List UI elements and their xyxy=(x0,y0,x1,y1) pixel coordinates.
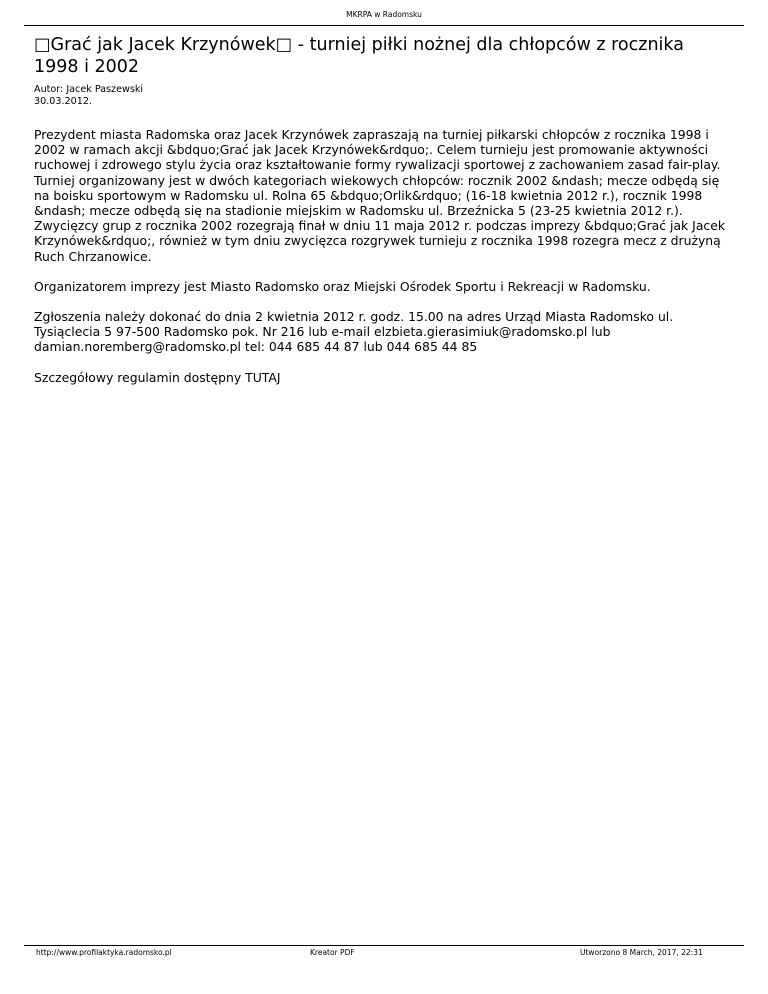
footer-divider xyxy=(24,945,744,946)
footer-url: http://www.profilaktyka.radomsko.pl xyxy=(36,948,172,957)
paragraph-final: Zwycięzcy grup z rocznika 2002 rozegrają finał w dniu 11 maja 2012 r. podczas imprezy &bdquo;Grać jak Jacek Krzynówek&rdquo;, również w tym dniu zwycięzca rozgrywek turnieju z rocznika 1998 rozegra mecz z drużyną Ruch Chrzanowice. xyxy=(34,218,726,264)
article-title: □Grać jak Jacek Krzynówek□ - turniej piłki nożnej dla chłopców z rocznika 1998 i 2002 xyxy=(34,35,684,77)
paragraph-organizers: Organizatorem imprezy jest Miasto Radomsko oraz Miejski Ośrodek Sportu i Rekreacji w Radomsku. xyxy=(34,278,651,294)
paragraph-registration: Zgłoszenia należy dokonać do dnia 2 kwietnia 2012 r. godz. 15.00 na adres Urząd Miasta Radomsko ul. Tysiąclecia 5 97-500 Radomsko pok. Nr 216 lub e-mail elzbieta.gierasimiuk@radomsko.pl lub damian.noremberg@radomsko.pl tel: 044 685 44 87 lub 044 685 44 85 xyxy=(34,309,674,355)
paragraph-regulations: Szczegółowy regulamin dostępny TUTAJ xyxy=(34,369,281,385)
footer-generator: Kreator PDF xyxy=(310,948,355,957)
footer-created: Utworzono 8 March, 2017, 22:31 xyxy=(580,948,703,957)
header-divider xyxy=(24,25,744,26)
article-meta xyxy=(34,84,634,107)
author-line: Autor: Jacek Paszewski xyxy=(34,84,144,95)
paragraph-categories: Turniej organizowany jest w dwóch kategoriach wiekowych chłopców: rocznik 2002 &ndash; mecze odbędą się na boisku sportowym w Radomsku ul. Rolna 65 &bdquo;Orlik&rdquo; (16-18 kwietnia 2012 r.), rocznik 1998 &ndash; mecze odbędą się na stadionie miejskim w Radomsku ul. Brzeźnicka 5 (23-25 kwietnia 2012 r.). xyxy=(34,172,720,219)
paragraph-intro: Prezydent miasta Radomska oraz Jacek Krzynówek zapraszają na turniej piłkarski chłopców z rocznika 1998 i 2002 w ramach akcji &bdquo;Grać jak Jacek Krzynówek&rdquo;. Celem turnieju jest promowanie aktywności ruchowej i zdrowego stylu życia oraz kształtowanie formy rywalizacji sportowej z zachowaniem zasad fair-play. xyxy=(34,127,721,173)
publish-date: 30.03.2012. xyxy=(34,95,92,107)
intro-section xyxy=(34,127,734,264)
page-header: MKRPA w Radomsku xyxy=(346,10,422,19)
article-body xyxy=(34,127,734,385)
